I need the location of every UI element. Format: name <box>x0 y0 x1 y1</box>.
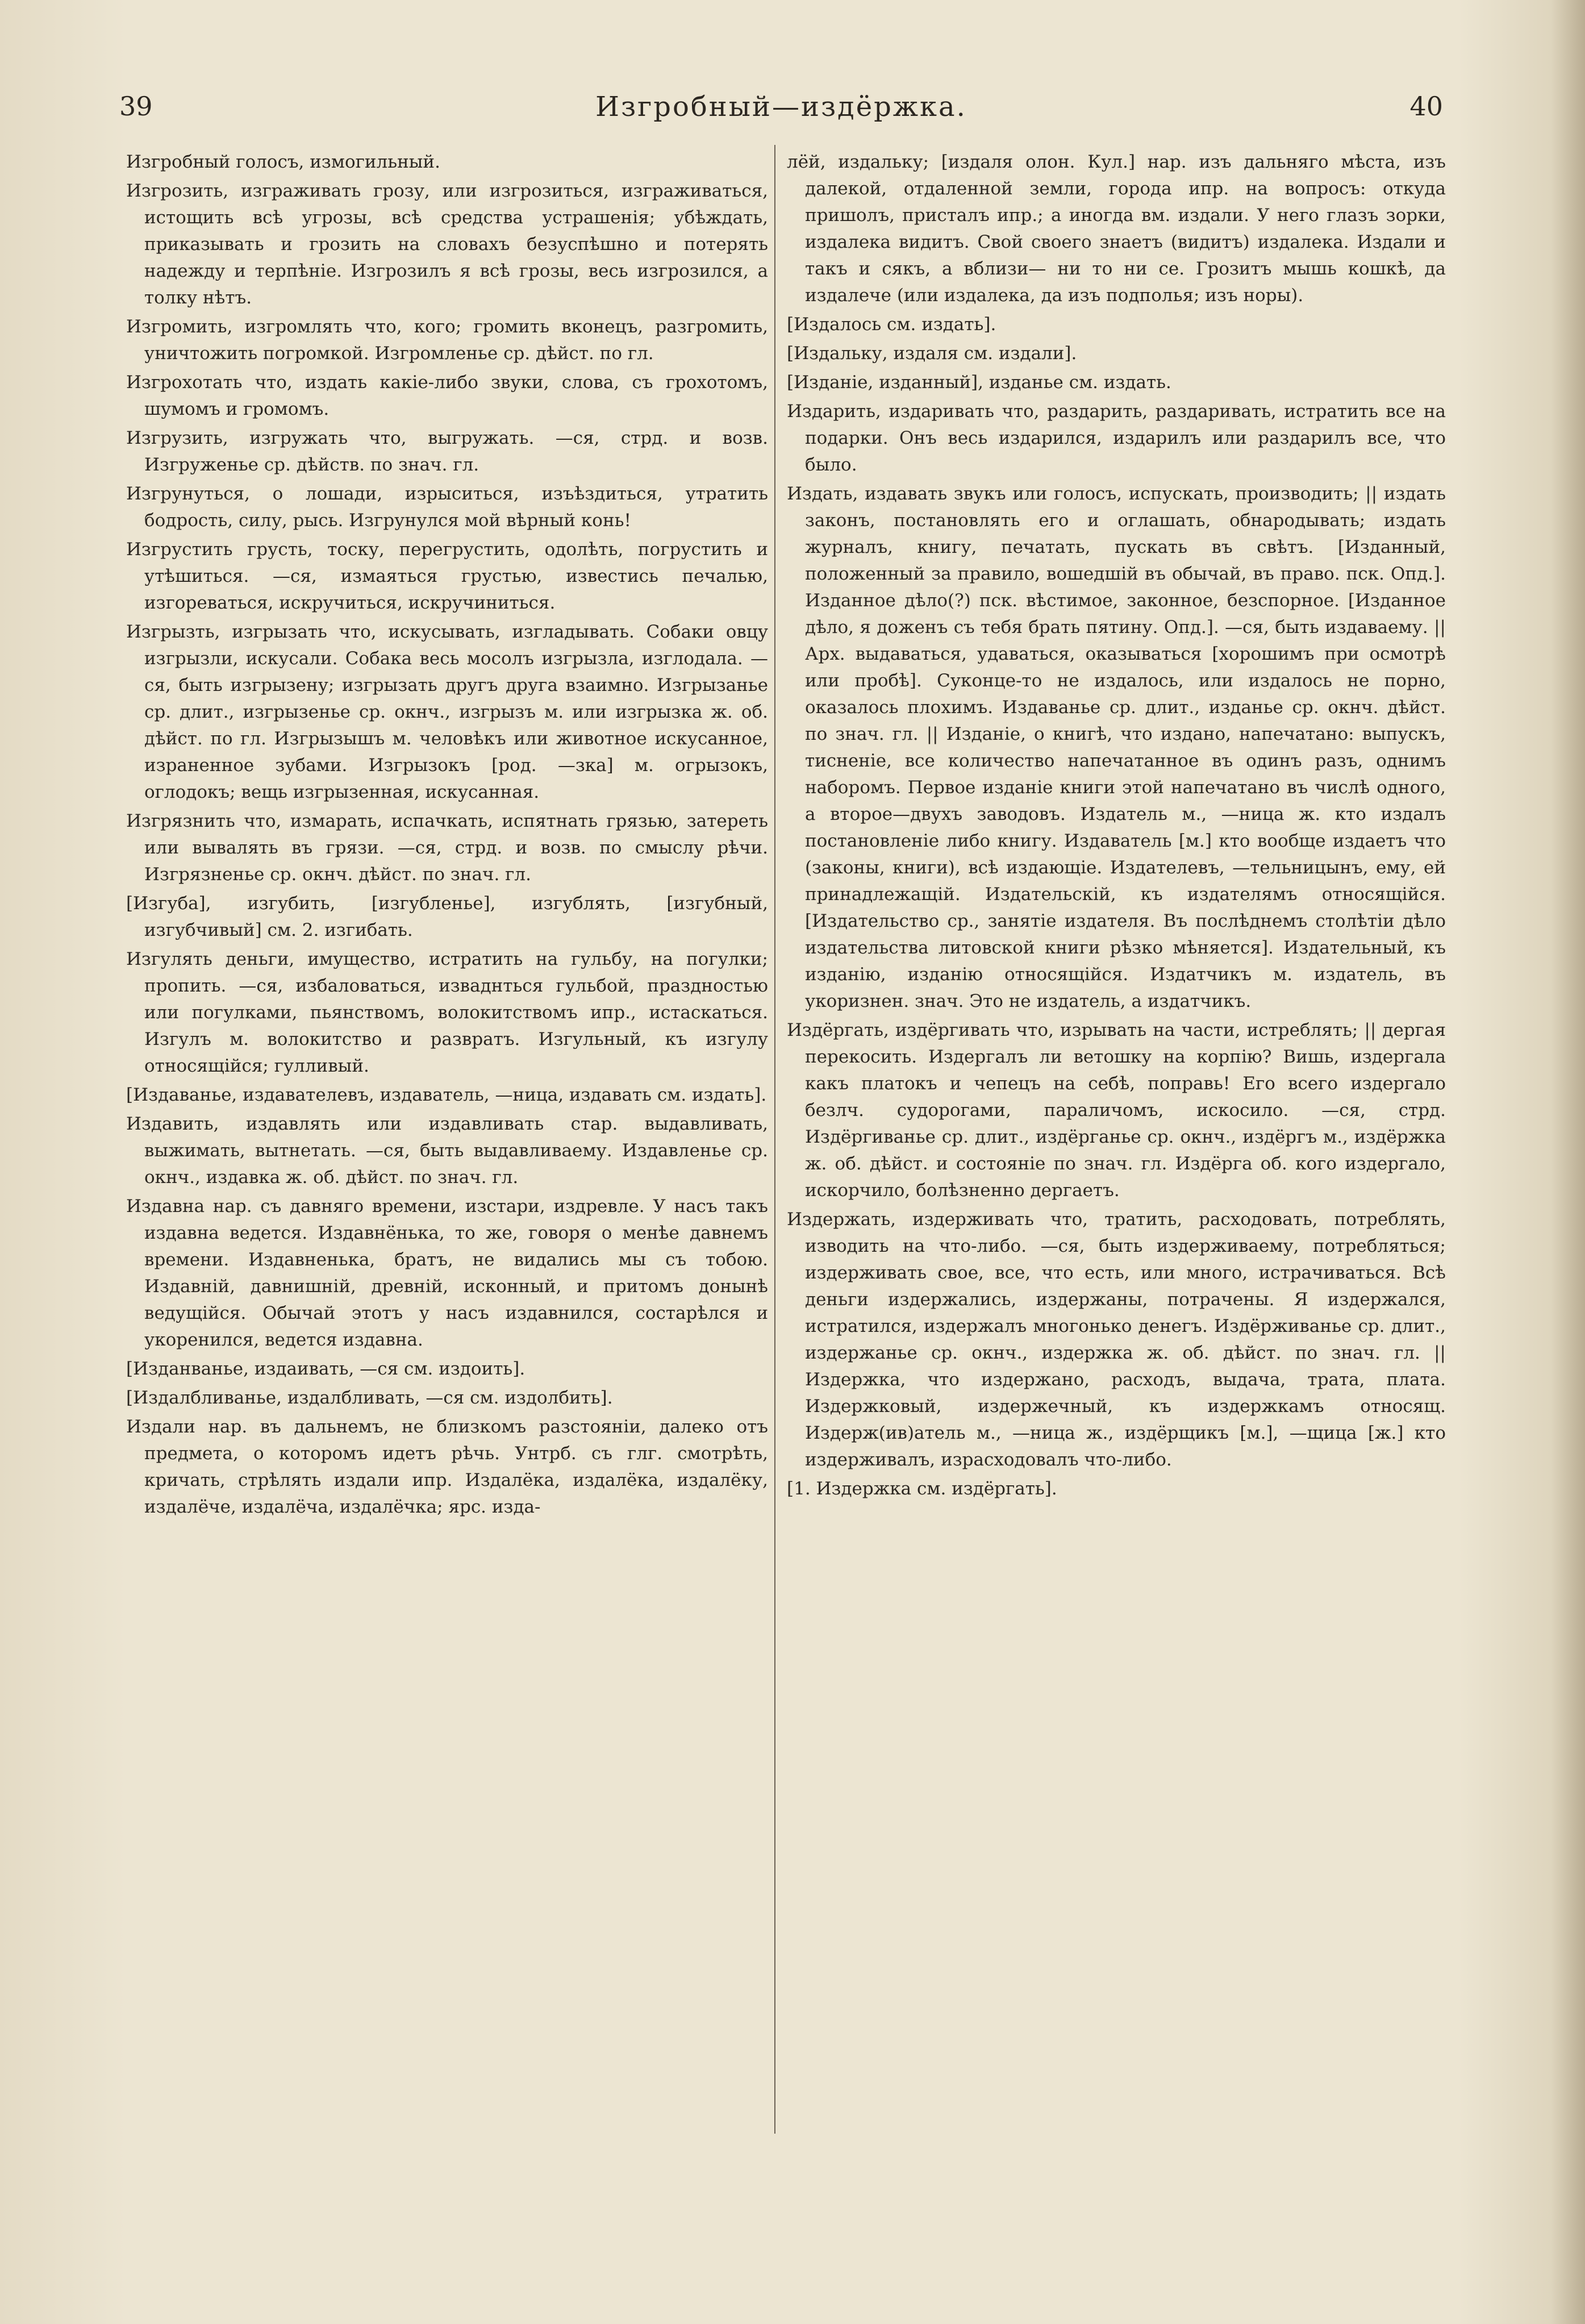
running-title: Изгробный—издёржка. <box>595 91 967 123</box>
left-column <box>126 149 768 1523</box>
dictionary-entry: Издержать, издерживать что, тратить, расходовать, потреблять, изводить на что-либо. —ся, быть издерживаему, потребляться; издерживать свое, все, что есть, или много, истрачиваться. Всѣ деньги издержались, издержаны, потрачены. Я издержался, истратился, издержалъ многонько денегъ. Издёрживанье ср. длит., издержанье ср. окнч., издержка ж. об. дѣйст. по знач. гл. || Издержка, что издержано, расходъ, выдача, трата, плата. Издержковый, издержечный, къ издержкамъ относящ. Издерж(ив)атель м., —ница ж., издёрщикъ [м.], —щица [ж.] кто издерживалъ, израсходовалъ что-либо. <box>787 1209 1446 1470</box>
dictionary-entry: Издавить, издавлять или издавливать стар. выдавливать, выжимать, вытнетать. —ся, быть выдавливаему. Издавленье ср. окнч., издавка ж. об. дѣйст. по знач. гл. <box>126 1114 768 1188</box>
dictionary-entry: [Изданіе, изданный], изданье см. издать. <box>787 372 1171 393</box>
dictionary-entry: лёй, издальку; [издаля олон. Кул.] нар. изъ дальняго мѣста, изъ далекой, отдаленной земли, города ипр. на вопросъ: откуда пришолъ, присталъ ипр.; а иногда вм. издали. У него глазъ зорки, издалека видитъ. Свой своего знаетъ (видитъ) издалека. Издали и такъ и сякъ, а вблизи— ни то ни се. Грозитъ мышь кошкѣ, да издалече (или издалека, да изъ подполья; изъ норы). <box>787 152 1446 306</box>
page-number-right: 40 <box>1409 91 1443 122</box>
dictionary-entry: Издарить, издаривать что, раздарить, раздаривать, истратить все на подарки. Онъ весь издарился, издарилъ или раздарилъ все, что было. <box>787 401 1446 475</box>
dictionary-entry: Издёргать, издёргивать что, изрывать на части, истреблять; || дергая перекосить. Издергалъ ли ветошку на корпію? Вишь, издергала какъ платокъ и чепецъ на себѣ, поправь! Его всего издергало безлч. судорогами, параличомъ, искосило. —ся, стрд. Издёргиванье ср. длит., издёрганье ср. окнч., издёргъ м., издёржка ж. об. дѣйст. и состояніе по знач. гл. Издёрга об. кого издергало, искорчило, болѣзненно дергаетъ. <box>787 1020 1446 1201</box>
dictionary-entry: [Издальку, издаля см. издали]. <box>787 343 1077 364</box>
dictionary-entry: [Издалбливанье, издалбливать, —ся см. издолбить]. <box>126 1388 613 1408</box>
dictionary-entry: Изгробный голосъ, измогильный. <box>126 152 440 172</box>
dictionary-entry: [Издалось см. издать]. <box>787 314 996 335</box>
dictionary-entry: [1. Издержка см. издёргать]. <box>787 1478 1057 1499</box>
dictionary-entry: Изгрохотать что, издать какіе-либо звуки, слова, съ грохотомъ, шумомъ и громомъ. <box>126 372 768 419</box>
dictionary-entry: Изгрызть, изгрызать что, искусывать, изгладывать. Собаки овцу изгрызли, искусали. Собака весь мосолъ изгрызла, изглодала. —ся, быть изгрызену; изгрызать другъ друга взаимно. Изгрызанье ср. длит., изгрызенье ср. окнч., изгрызъ м. или изгрызка ж. об. дѣйст. по гл. Изгрызышъ м. человѣкъ или животное искусанное, израненное зубами. Изгрызокъ [род. —зка] м. огрызокъ, оглодокъ; вещь изгрызенная, искусанная. <box>126 622 768 802</box>
dictionary-entry: Изгрозить, изграживать грозу, или изгрозиться, изграживаться, истощить всѣ угрозы, всѣ средства устрашенія; убѣждать, приказывать и грозить на словахъ безуспѣшно и потерять надежду и терпѣніе. Изгрозилъ я всѣ грозы, весь изгрозился, а толку нѣтъ. <box>126 181 768 308</box>
dictionary-entry: Изгромить, изгромлять что, кого; громить вконецъ, разгромить, уничтожить погромкой. Изгромленье ср. дѣйст. по гл. <box>126 316 768 364</box>
dictionary-entry: Издать, издавать звукъ или голосъ, испускать, производить; || издать законъ, постановлять его и оглашать, обнародывать; издать журналъ, книгу, печатать, пускать въ свѣтъ. [Изданный, положенный за правило, вошедшій въ обычай, въ право. пск. Опд.]. Изданное дѣло(?) пск. вѣстимое, законное, безспорное. [Изданное дѣло, я доженъ съ тебя брать пятину. Опд.]. —ся, быть издаваему. || Арх. выдаваться, удаваться, оказываться [хорошимъ при осмотрѣ или пробѣ]. Суконце-то не издалось, или издалось не порно, оказалось плохимъ. Издаванье ср. длит., изданье ср. окнч. дѣйст. по знач. гл. || Изданіе, о книгѣ, что издано, напечатано: выпускъ, тисненіе, все количество напечатанное въ одинъ разъ, однимъ наборомъ. Первое изданіе книги этой напечатано въ числѣ одного, а второе—двухъ заводовъ. Издатель м., —ница ж. кто издалъ постановленіе либо книгу. Издаватель [м.] кто вообще издаетъ что (законы, книги), всѣ издающіе. Издателевъ, —тельницынъ, ему, ей принадлежащій. Издательскій, къ издателямъ относящійся. [Издательство ср., занятіе издателя. Въ послѣднемъ столѣтіи дѣло издательства литовской книги рѣзко мѣняется]. Издательный, къ изданію, изданію относящійся. Издатчикъ м. издатель, въ укоризнен. знач. Это не издатель, а издатчикъ. <box>787 484 1446 1011</box>
dictionary-entry: Изгрустить грусть, тоску, перегрустить, одолѣть, погрустить и утѣшиться. —ся, измаяться грустью, известись печалью, изгореваться, искручиться, искручиниться. <box>126 539 768 613</box>
dictionary-entry: Изгрузить, изгружать что, выгружать. —ся, стрд. и возв. Изгруженье ср. дѣйств. по знач. гл. <box>126 428 768 475</box>
column-divider <box>774 145 775 2134</box>
dictionary-entry: [Изгуба], изгубить, [изгубленье], изгублять, [изгубный, изгубчивый] см. 2. изгибать. <box>126 893 768 940</box>
dictionary-entry: Издали нар. въ дальнемъ, не близкомъ разстояніи, далеко отъ предмета, о которомъ идетъ рѣчь. Унтрб. съ глг. смотрѣть, кричать, стрѣлять издали ипр. Издалёка, издалёка, издалёку, издалёче, издалёча, издалёчка; ярс. изда- <box>126 1417 768 1517</box>
dictionary-entry: [Издаванье, издавателевъ, издаватель, —ница, издавать см. издать]. <box>126 1085 767 1105</box>
dictionary-entry: Изгрязнить что, измарать, испачкать, испятнать грязью, затереть или вывалять въ грязи. —ся, стрд. и возв. по смыслу рѣчи. Изгрязненье ср. окнч. дѣйст. по знач. гл. <box>126 811 768 885</box>
right-column <box>787 149 1446 1505</box>
dictionary-entry: Изгулять деньги, имущество, истратить на гульбу, на погулки; пропить. —ся, избаловаться, изваднться гульбой, праздностью или погулками, пьянствомъ, волокитствомъ ипр., истаскаться. Изгулъ м. волокитство и развратъ. Изгульный, къ изгулу относящійся; гулливый. <box>126 949 768 1076</box>
running-header <box>119 85 1443 131</box>
page-number-left: 39 <box>119 91 153 122</box>
dictionary-entry: Издавна нар. съ давняго времени, изстари, издревле. У насъ такъ издавна ведется. Издавнёнька, то же, говоря о менѣе давнемъ времени. Издавненька, братъ, не видались мы съ тобою. Издавній, давнишній, древній, исконный, и притомъ донынѣ ведущійся. Обычай этотъ у насъ издавнился, состарѣлся и укоренился, ведется издавна. <box>126 1196 768 1350</box>
page-edge-shadow <box>1551 0 1585 2324</box>
dictionary-entry: [Изданванье, издаивать, —ся см. издоить]. <box>126 1359 525 1379</box>
dictionary-entry: Изгрунуться, о лошади, изрыситься, изъѣздиться, утратить бодрость, силу, рысь. Изгрунулся мой вѣрный конь! <box>126 484 768 531</box>
